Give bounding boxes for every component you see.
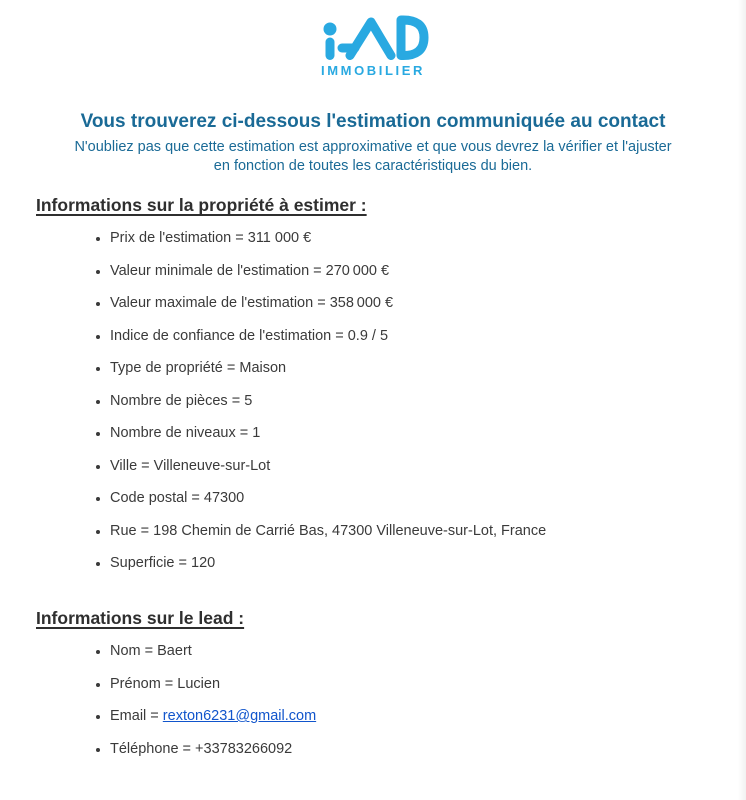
list-item-prix: • Prix de l'estimation = 311 000 €: [110, 230, 710, 247]
content-area: [0, 195, 746, 758]
scrollbar-track[interactable]: [738, 0, 746, 800]
list-item-valeur-maximale: • Valeur maximale de l'estimation = 358 000 €: [110, 295, 710, 312]
list-item-prenom: • Prénom = Lucien: [110, 676, 710, 693]
intro-subtitle-line1: N'oubliez pas que cette estimation est approximative et que vous devrez la vérifier et l'ajuster: [74, 139, 672, 155]
list-item-telephone: • Téléphone = +33783266092: [110, 741, 710, 758]
list-item-nom: • Nom = Baert: [110, 643, 710, 660]
intro-subtitle-line2: en fonction de toutes les caractéristiques du bien.: [213, 158, 533, 174]
brand-logo: [0, 12, 746, 78]
list-item-code-postal: • Code postal = 47300: [110, 490, 710, 507]
page-title: Vous trouverez ci-dessous l'estimation communiquée au contact: [80, 111, 666, 132]
section-heading-property: Informations sur la propriété à estimer :: [36, 195, 367, 215]
list-item-nombre-niveaux: • Nombre de niveaux = 1: [110, 425, 710, 442]
email-link[interactable]: rexton6231@gmail.com: [162, 708, 317, 724]
list-item-ville: • Ville = Villeneuve-sur-Lot: [110, 458, 710, 475]
list-item-indice-confiance: • Indice de confiance de l'estimation = 0.9 / 5: [110, 328, 710, 345]
intro-subtitle: [0, 138, 746, 176]
list-item-type-propriete: • Type de propriété = Maison: [110, 360, 710, 377]
list-item-valeur-minimale: • Valeur minimale de l'estimation = 270 000 €: [110, 263, 710, 280]
list-item-email: [110, 708, 710, 725]
list-item-rue: • Rue = 198 Chemin de Carrié Bas, 47300 Villeneuve-sur-Lot, France: [110, 523, 710, 540]
section-heading-lead: Informations sur le lead :: [36, 608, 245, 628]
lead-info-list: [36, 643, 710, 758]
list-item-superficie: • Superficie = 120: [110, 555, 710, 572]
iad-logo-icon: [317, 12, 429, 64]
email-label: Email =: [110, 708, 163, 724]
property-info-list: [36, 230, 710, 572]
logo-subtitle: IMMOBILIER: [321, 63, 425, 78]
list-item-nombre-pieces: • Nombre de pièces = 5: [110, 393, 710, 410]
